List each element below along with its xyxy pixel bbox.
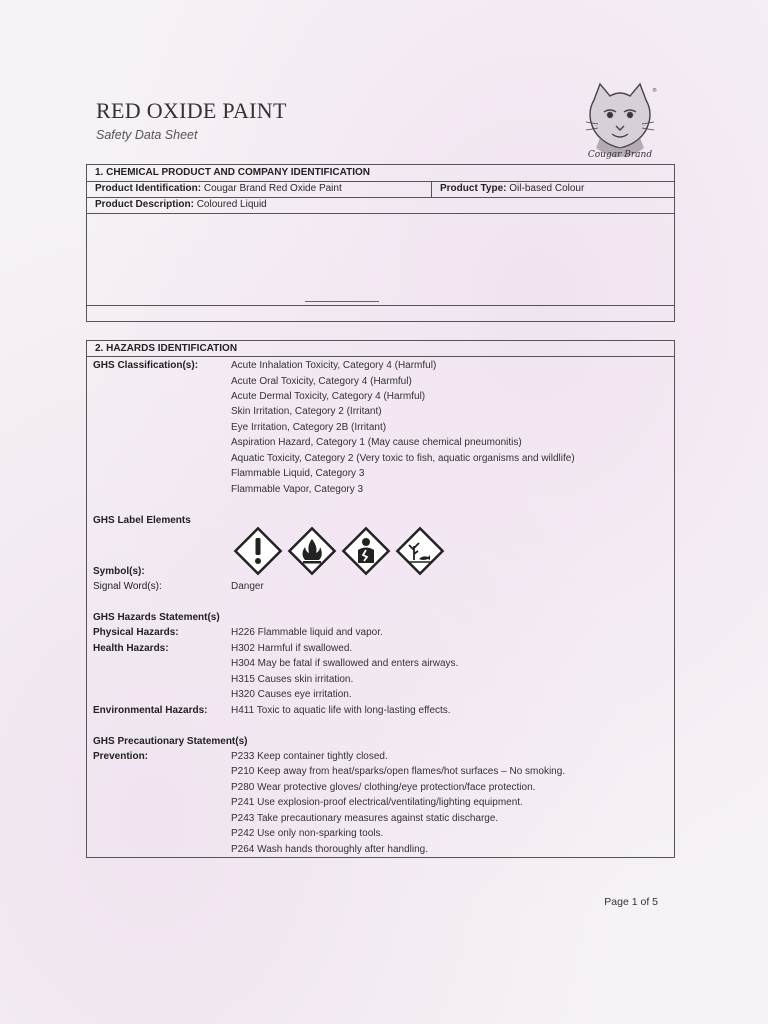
list-item: P210 Keep away from heat/sparks/open flames/hot surfaces – No smoking.: [231, 766, 566, 777]
list-item: Acute Inhalation Toxicity, Category 4 (Harmful): [231, 360, 437, 371]
flame-icon: [287, 526, 337, 576]
signal-word-value: Danger: [231, 581, 264, 592]
list-item: P264 Wash hands thoroughly after handling.: [231, 844, 428, 855]
logo-caption: Cougar Brand: [587, 150, 653, 160]
list-item: P243 Take precautionary measures against static discharge.: [231, 813, 499, 824]
list-item: P241 Use explosion-proof electrical/ventilating/lighting equipment.: [231, 797, 523, 808]
list-item: P242 Use only non-sparking tools.: [231, 828, 384, 839]
product-id-cell: [87, 181, 431, 197]
symbols-label: Symbol(s):: [93, 566, 145, 577]
product-id-value: Cougar Brand Red Oxide Paint: [203, 183, 342, 194]
product-type-cell: [431, 181, 674, 197]
health-hazard-icon: [341, 526, 391, 576]
list-item: Aquatic Toxicity, Category 2 (Very toxic to fish, aquatic organisms and wildlife): [231, 453, 575, 464]
section-1-heading: 1. CHEMICAL PRODUCT AND COMPANY IDENTIFICATION: [95, 167, 371, 178]
svg-text:®: ®: [652, 88, 657, 94]
physical-hazards-label: Physical Hazards:: [93, 627, 179, 638]
list-item: Aspiration Hazard, Category 1 (May cause chemical pneumonitis): [231, 437, 522, 448]
list-item: P280 Wear protective gloves/ clothing/eye protection/face protection.: [231, 782, 536, 793]
list-item: Flammable Vapor, Category 3: [231, 484, 364, 495]
section-2-heading: 2. HAZARDS IDENTIFICATION: [87, 341, 674, 357]
list-item: Acute Oral Toxicity, Category 4 (Harmful): [231, 376, 412, 387]
handwritten-line: [305, 301, 379, 302]
list-item: Flammable Liquid, Category 3: [231, 468, 365, 479]
ghs-classification-label: GHS Classification(s):: [93, 360, 199, 371]
exclamation-mark-icon: [233, 526, 283, 576]
product-desc-cell: [87, 197, 267, 213]
product-desc-value: Coloured Liquid: [196, 199, 267, 210]
product-desc-row: [87, 197, 674, 214]
list-item: H226 Flammable liquid and vapor.: [231, 627, 383, 638]
health-hazards-label: Health Hazards:: [93, 643, 169, 654]
document-title: RED OXIDE PAINT: [96, 98, 287, 123]
product-type-label: Product Type:: [440, 183, 507, 194]
environmental-hazards-label: Environmental Hazards:: [93, 705, 208, 716]
prevention-label: Prevention:: [93, 751, 149, 762]
product-type-value: Oil-based Colour: [509, 183, 585, 194]
list-item: Skin Irritation, Category 2 (Irritant): [231, 406, 382, 417]
list-item: H315 Causes skin irritation.: [231, 674, 354, 685]
list-item: Acute Dermal Toxicity, Category 4 (Harmful): [231, 391, 426, 402]
section-1-heading-row: [87, 165, 674, 182]
blank-row: [87, 213, 674, 306]
list-item: H302 Harmful if swallowed.: [231, 643, 353, 654]
ghs-label-elements-label: GHS Label Elements: [93, 515, 191, 526]
list-item: P233 Keep container tightly closed.: [231, 751, 388, 762]
list-item: H304 May be fatal if swallowed and enters airways.: [231, 658, 459, 669]
section-1-box: [86, 164, 675, 322]
precautionary-statement-label: GHS Precautionary Statement(s): [93, 736, 248, 747]
product-desc-label: Product Description:: [95, 199, 194, 210]
environment-icon: [395, 526, 445, 576]
page-number: Page 1 of 5: [604, 896, 658, 908]
list-item: Eye Irritation, Category 2B (Irritant): [231, 422, 387, 433]
hazards-statement-label: GHS Hazards Statement(s): [93, 612, 220, 623]
document-subtitle: Safety Data Sheet: [96, 128, 198, 142]
product-id-label: Product Identification:: [95, 183, 202, 194]
product-id-row: [87, 181, 674, 198]
signal-word-label: Signal Word(s):: [93, 581, 162, 592]
list-item: H411 Toxic to aquatic life with long-lasting effects.: [231, 705, 451, 716]
list-item: H320 Causes eye irritation.: [231, 689, 352, 700]
